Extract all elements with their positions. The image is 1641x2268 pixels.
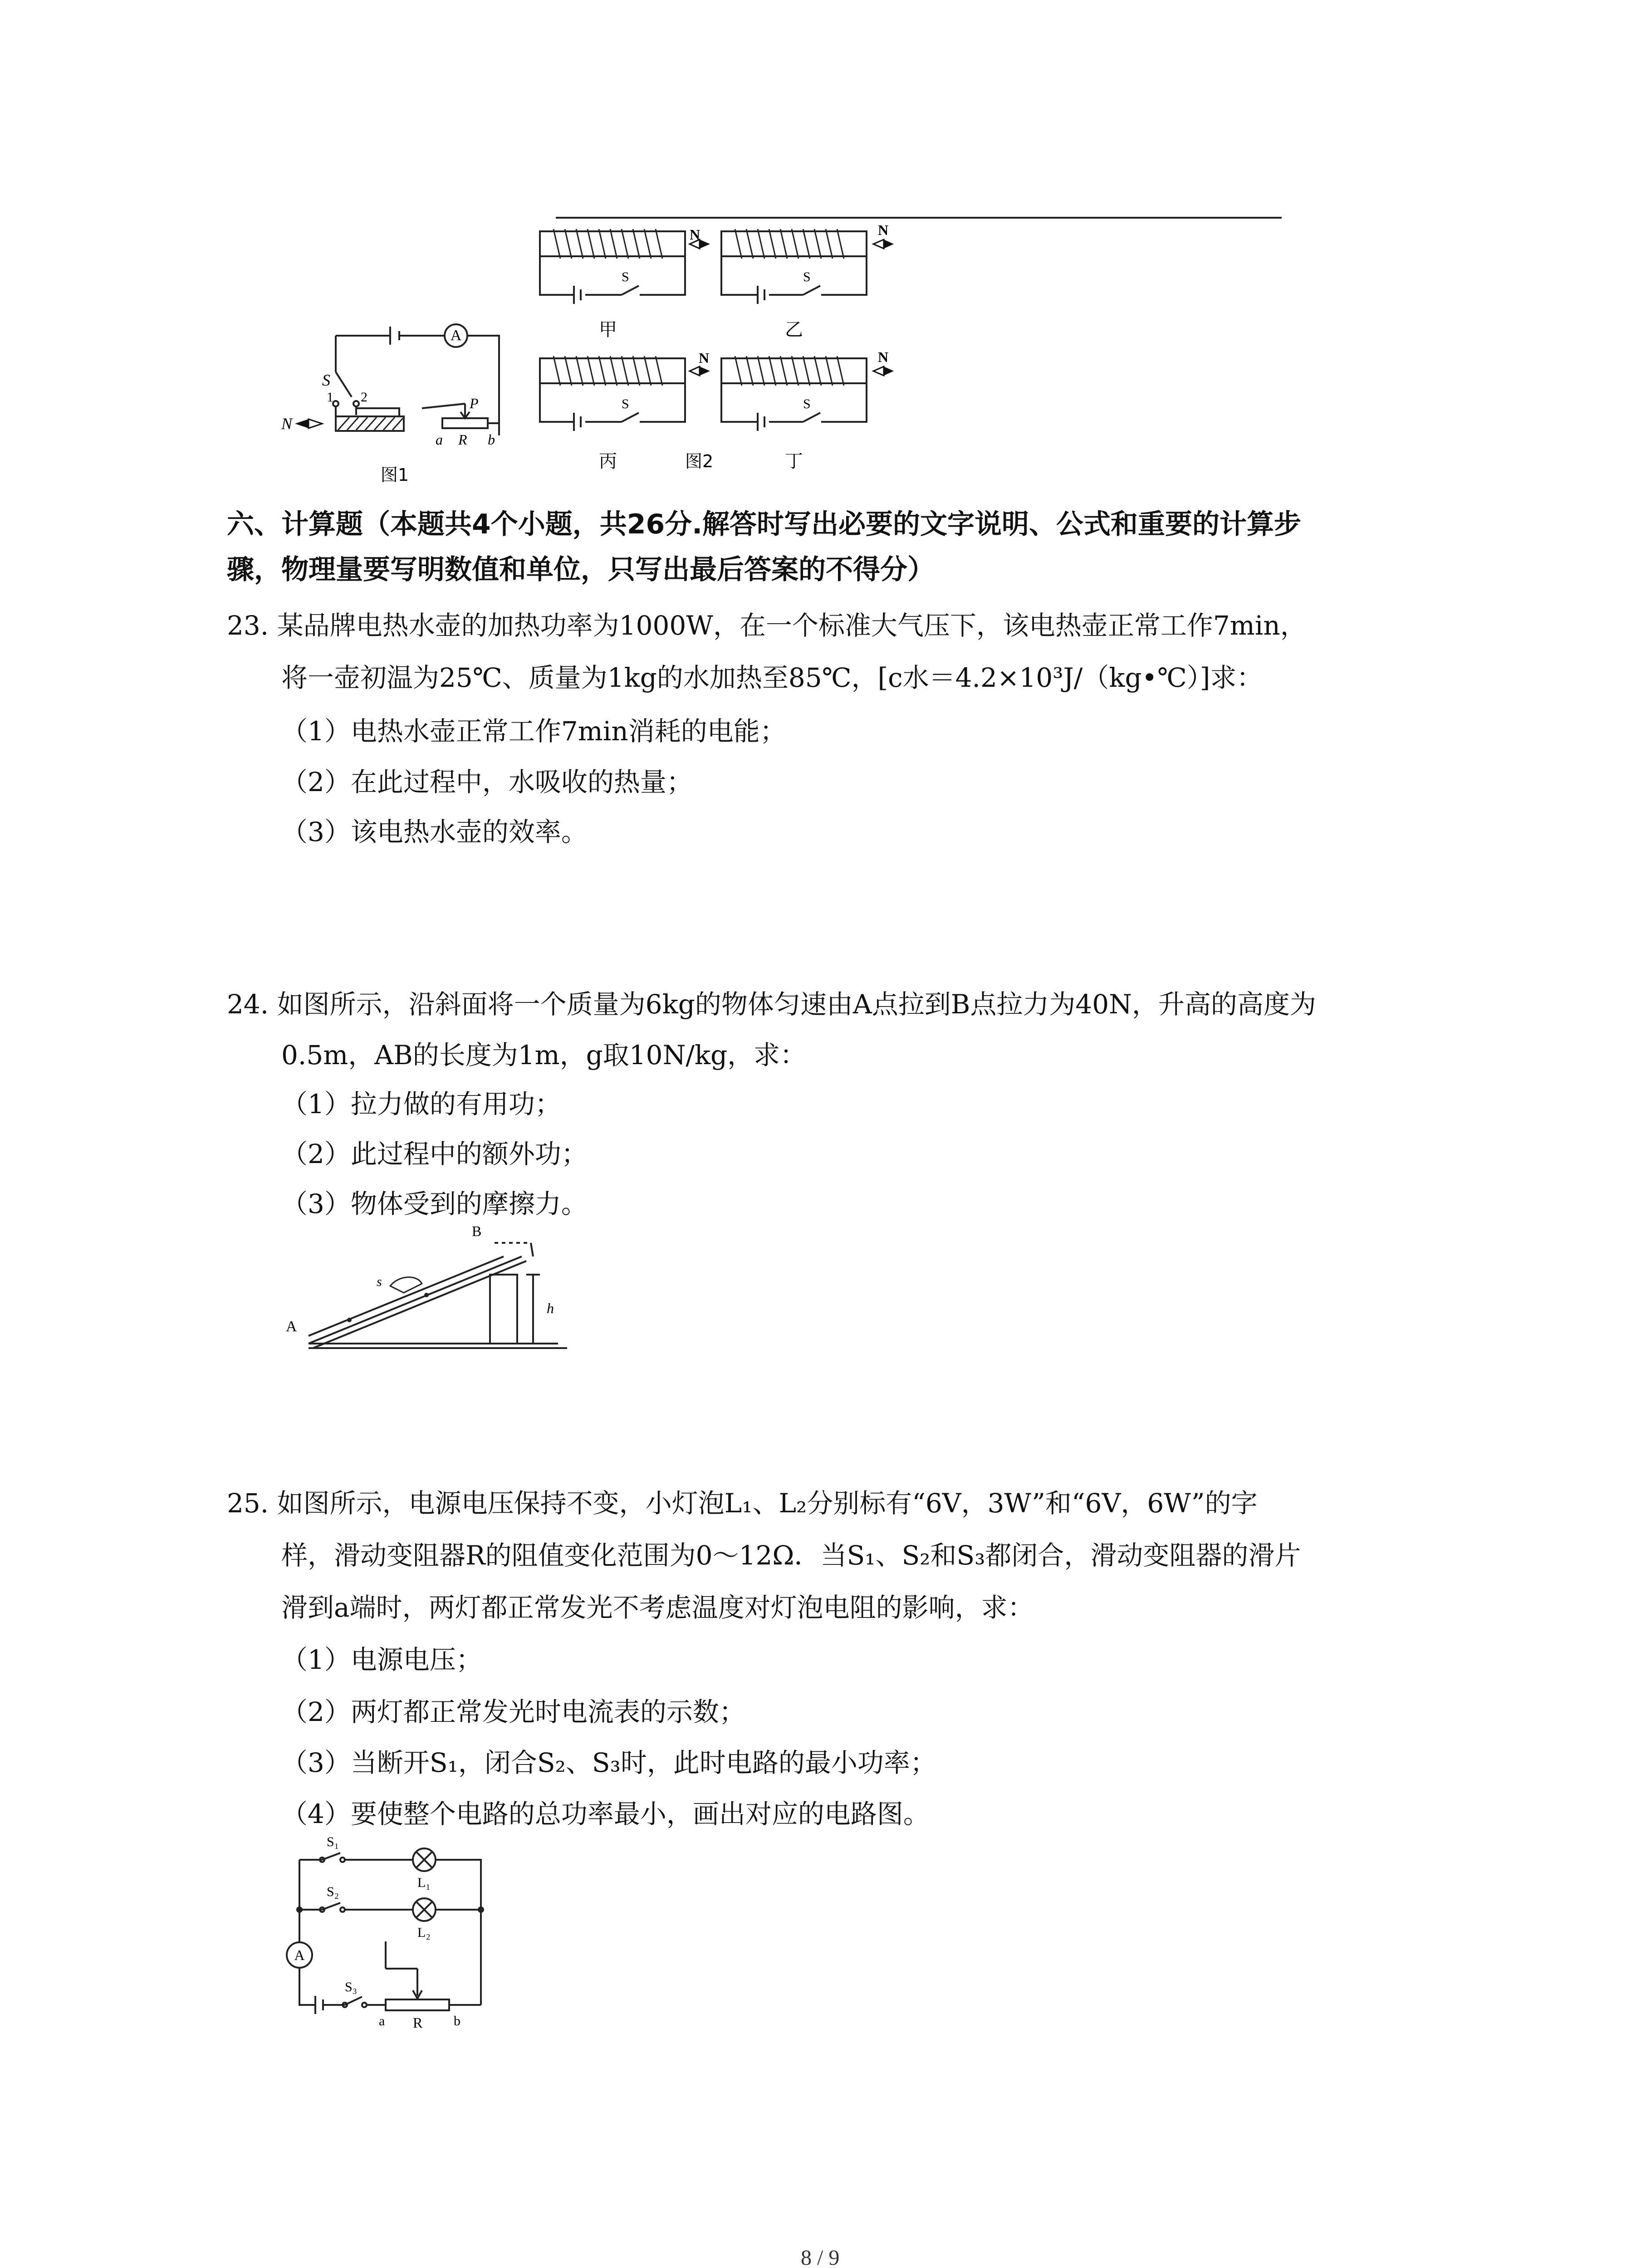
q23-line1: 23. 某品牌电热水壶的加热功率为1000W，在一个标准大气压下，该电热壶正常工作7min， (227, 610, 1307, 641)
q25-line2: 样，滑动变阻器R的阻值变化范围为0～12Ω．当S₁、S₂和S₃都闭合，滑动变阻器的滑片 (281, 1540, 1301, 1571)
figure-1-circuit (277, 313, 513, 494)
q24-sub-3: （3）物体受到的摩擦力。 (281, 1188, 588, 1219)
l2-label: L₂ (417, 1925, 431, 1940)
ammeter-label: A (450, 327, 462, 344)
figure-24-incline (277, 1216, 576, 1356)
switch-label: S (322, 371, 330, 389)
q25-line1: 25. 如图所示，电源电压保持不变，小灯泡L₁、L₂分别标有“6V，3W”和“6V，6W”的字 (227, 1488, 1258, 1519)
slider-p-label: P (470, 395, 479, 411)
q25-line3: 滑到a端时，两灯都正常发光不考虑温度对灯泡电阻的影响，求： (281, 1592, 1034, 1623)
point-a-label: A (286, 1318, 297, 1335)
s-label-ding: S (803, 396, 811, 411)
contact-1-label: 1 (327, 390, 333, 405)
top-rule (556, 217, 1282, 219)
figure-2-caption: 图2 (685, 451, 714, 471)
panel-yi-label: 乙 (785, 319, 803, 340)
q24-sub-1: （1）拉力做的有用功； (281, 1089, 561, 1119)
s-label-yi: S (803, 269, 811, 284)
n-label-jia: N (690, 226, 700, 243)
panel-bing-label: 丙 (599, 451, 617, 472)
n-label-bing: N (699, 350, 710, 366)
s2-label: S₂ (327, 1884, 339, 1899)
q23-sub-1: （1）电热水壶正常工作7min消耗的电能； (281, 716, 786, 747)
panel-jia-label: 甲 (599, 319, 617, 340)
q23-sub-3: （3）该电热水壶的效率。 (281, 816, 588, 847)
end-b-label: b (488, 431, 495, 448)
n-label-yi: N (878, 222, 889, 238)
s3-label: S₃ (345, 1980, 358, 1994)
l1-label: L₁ (417, 1875, 431, 1890)
figure-1-caption: 图1 (380, 465, 409, 485)
q24-sub-2: （2）此过程中的额外功； (281, 1139, 588, 1169)
q23-line2: 将一壶初温为25℃、质量为1kg的水加热至85℃，[c水＝4.2×10³J/（kg•℃）]求： (281, 662, 1263, 693)
q25-sub-1: （1）电源电压； (281, 1644, 482, 1675)
contact-2-label: 2 (361, 390, 367, 405)
ammeter-label-25: A (294, 1947, 305, 1963)
q23-sub-2: （2）在此过程中，水吸收的热量； (281, 767, 693, 797)
figure-2-electromagnets (531, 222, 912, 476)
s-label-jia: S (622, 269, 629, 284)
s-label-bing: S (622, 396, 629, 411)
page-number: 8 / 9 (801, 2246, 840, 2268)
end-b-label-25: b (454, 2014, 460, 2028)
q25-sub-2: （2）两灯都正常发光时电流表的示数； (281, 1696, 745, 1727)
n-label-ding: N (878, 349, 889, 365)
q24-line1: 24. 如图所示，沿斜面将一个质量为6kg的物体匀速由A点拉到B点拉力为40N，升高的高度为 (227, 989, 1316, 1020)
s1-label: S₁ (327, 1834, 339, 1849)
q25-sub-3: （3）当断开S₁，闭合S₂、S₃时，此时电路的最小功率； (281, 1747, 936, 1778)
length-s-label: s (377, 1274, 382, 1289)
panel-ding-label: 丁 (785, 451, 803, 472)
q24-line2: 0.5m，AB的长度为1m，g取10N/kg，求： (281, 1040, 807, 1070)
n-pole-label: N (281, 415, 293, 433)
section-heading-line1: 六、计算题（本题共4个小题，共26分.解答时写出必要的文字说明、公式和重要的计算步 (227, 508, 1302, 540)
q25-sub-4: （4）要使整个电路的总功率最小，画出对应的电路图。 (281, 1799, 930, 1829)
height-h-label: h (547, 1300, 554, 1316)
rheostat-label-25: R (413, 2014, 423, 2031)
figure-25-circuit (272, 1833, 526, 2032)
rheostat-label: R (458, 431, 467, 448)
end-a-label-25: a (379, 2014, 385, 2028)
point-b-label: B (472, 1223, 482, 1239)
section-heading-line2: 骤，物理量要写明数值和单位，只写出最后答案的不得分） (227, 554, 935, 586)
end-a-label: a (436, 431, 443, 448)
